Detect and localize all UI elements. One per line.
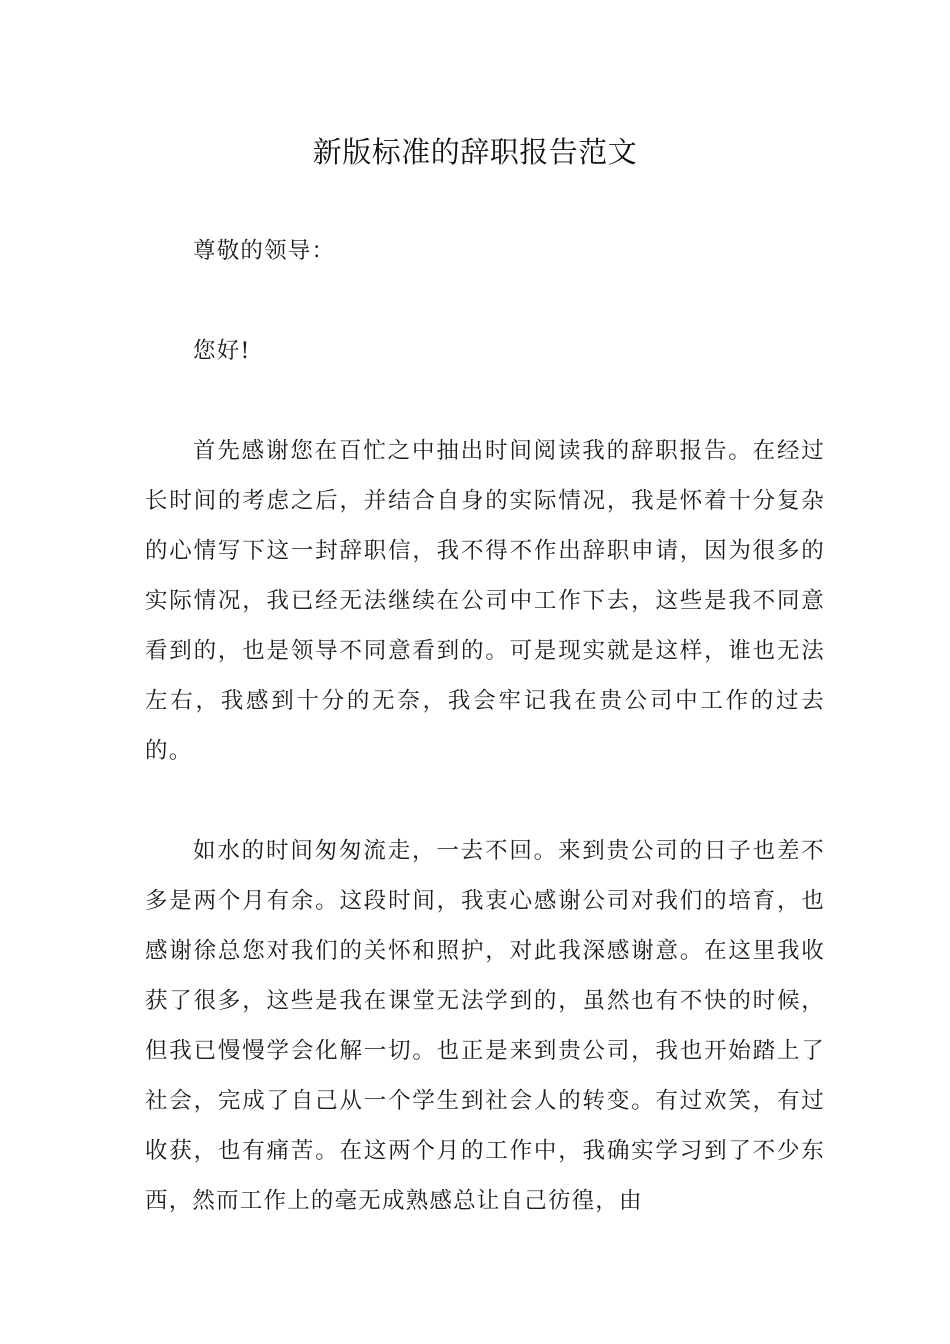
body-paragraph: 如水的时间匆匆流走，一去不回。来到贵公司的日子也差不多是两个月有余。这段时间，我衷心感谢公司对我们的培育，也感谢徐总您对我们的关怀和照护，对此我深感谢意。在这里我收获了很多，这些是我在课堂无法学到的，虽然也有不快的时候，但我已慢慢学会化解一切。也正是来到贵公司，我也开始踏上了社会，完成了自己从一个学生到社会人的转变。有过欢笑，有过收获，也有痛苦。在这两个月的工作中，我确实学习到了不少东西，然而工作上的毫无成熟感总让自己彷徨，由 — [145, 838, 825, 1214]
body-paragraph: 首先感谢您在百忙之中抽出时间阅读我的辞职报告。在经过长时间的考虑之后，并结合自身的实际情况，我是怀着十分复杂的心情写下这一封辞职信，我不得不作出辞职申请，因为很多的实际情况，我已经无法继续在公司中工作下去，这些是我不同意看到的，也是领导不同意看到的。可是现实就是这样，谁也无法左右，我感到十分的无奈，我会牢记我在贵公司中工作的过去的。 — [145, 438, 825, 764]
salutation: 尊敬的领导： — [193, 238, 336, 264]
document-title: 新版标准的辞职报告范文 — [312, 135, 638, 169]
greeting: 您好! — [193, 338, 251, 364]
